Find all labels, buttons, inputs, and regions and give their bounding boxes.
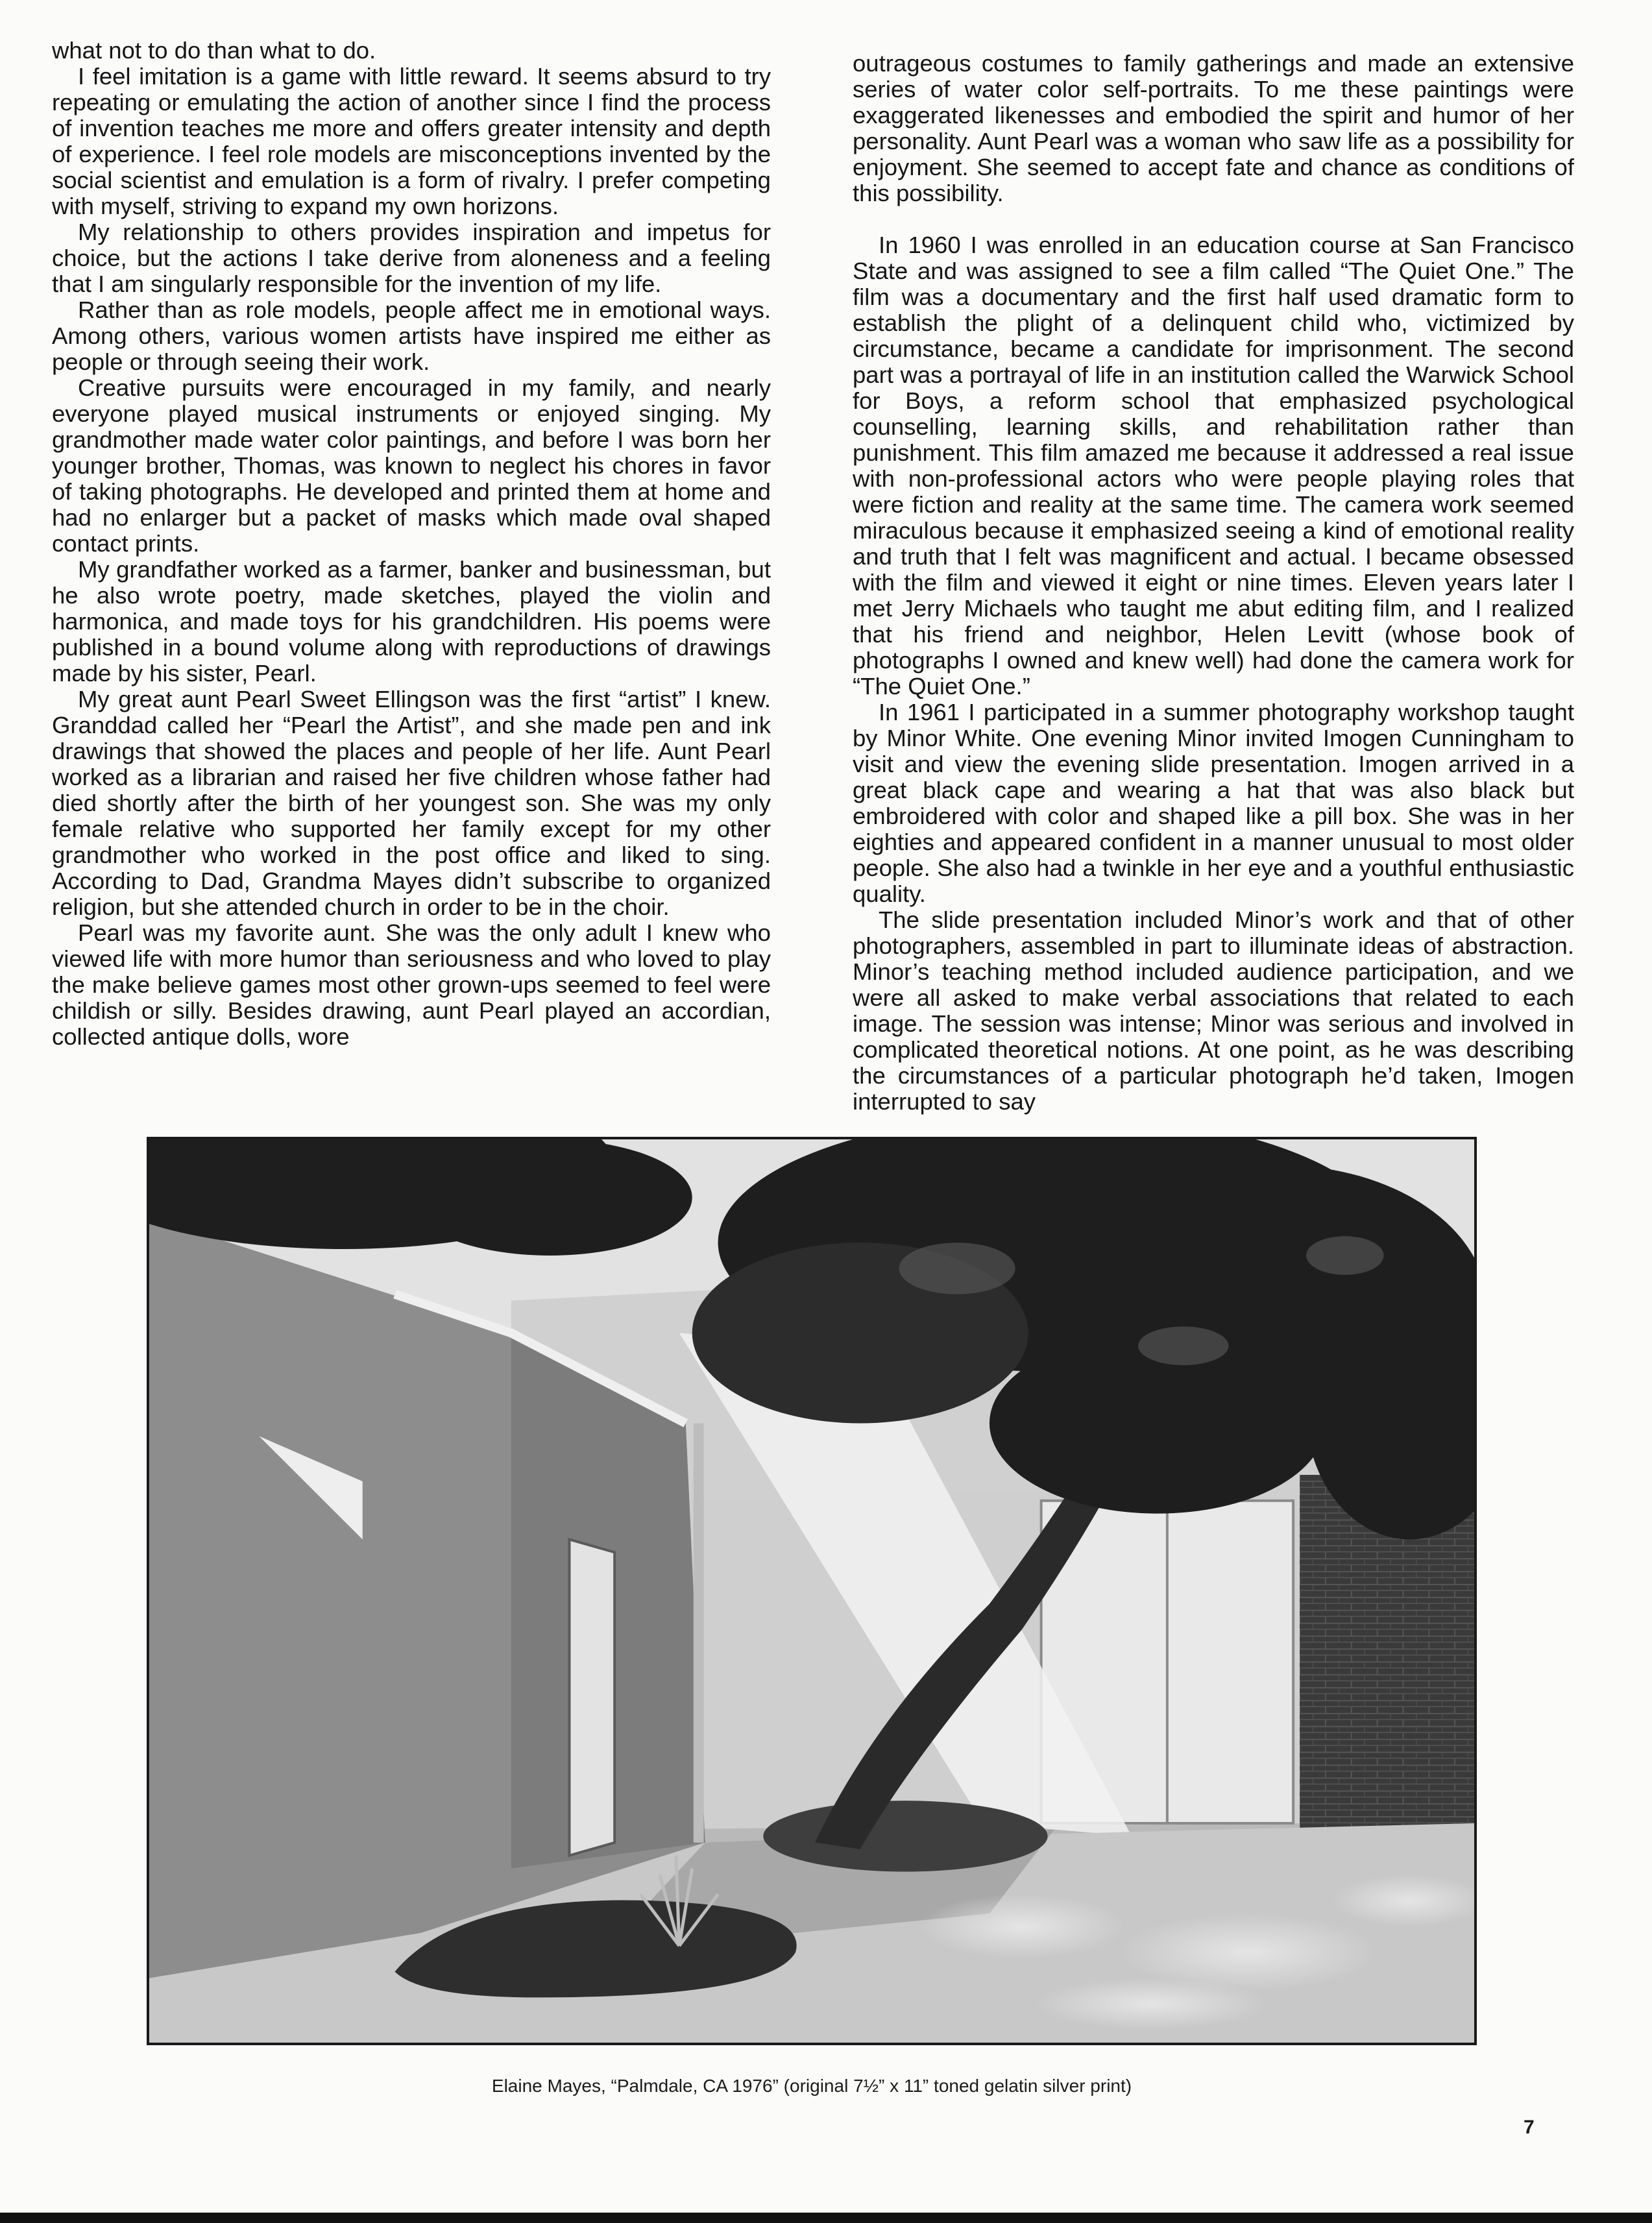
tree-planter xyxy=(763,1801,1047,1871)
left-paragraph-4: Rather than as role models, people affect me in emotional ways. Among others, various women artists have inspired me either as people or through seeing their work. xyxy=(52,297,771,375)
left-paragraph-3: My relationship to others provides inspiration and impetus for choice, but the actions I take derive from aloneness and a feeling that I am singularly responsible for the invention of my life. xyxy=(52,219,771,297)
right-paragraph-2: In 1960 I was enrolled in an education course at San Francisco State and was assigned to see a film called “The Quiet One.” The film was a documentary and the first half used dramatic form to establish the plight of a delinquent child who, victimized by circumstance, became a candidate for imprisonment. The second part was a portrayal of life in an institution called the Warwick School for Boys, a reform school that emphasized psychological counselling, learning skills, and rehabilitation rather than punishment. This film amazed me because it addressed a real issue with non-professional actors who were people playing roles that were fiction and reality at the same time. The camera work seemed miraculous because it emphasized seeing a kind of emotional reality and truth that I felt was magnificent and actual. I became obsessed with the film and viewed it eight or nine times. Eleven years later I met Jerry Michaels who taught me abut editing film, and I realized that his friend and neighbor, Helen Levitt (whose book of photographs I owned and knew well) had done the camera work for “The Quiet One.” xyxy=(853,232,1574,699)
left-text-column xyxy=(52,38,771,1050)
right-paragraph-1: outrageous costumes to family gatherings and made an extensive series of water color self-portraits. To me these paintings were exaggerated likenesses and embodied the spirit and humor of her personality. Aunt Pearl was a woman who saw life as a possibility for enjoyment. She seemed to accept fate and chance as conditions of this possibility. xyxy=(853,50,1574,206)
right-paragraph-3: In 1961 I participated in a summer photography workshop taught by Minor White. One evening Minor invited Imogen Cunningham to visit and view the evening slide presentation. Imogen arrived in a great black cape and wearing a hat that was also black but embroidered with color and shaped like a pill box. She was in her eighties and appeared confident in a manner unusual to most older people. She also had a twinkle in her eye and a youthful enthusiastic quality. xyxy=(853,699,1574,907)
page-number: 7 xyxy=(1524,2117,1535,2138)
left-paragraph-5: Creative pursuits were encouraged in my family, and nearly everyone played musical instruments or enjoyed singing. My grandmother made water color paintings, and before I was born her younger brother, Thomas, was known to neglect his chores in favor of taking photographs. He developed and printed them at home and had no enlarger but a packet of masks which made oval shaped contact prints. xyxy=(52,374,771,557)
left-paragraph-1: what not to do than what to do. xyxy=(52,37,376,64)
photo-caption: Elaine Mayes, “Palmdale, CA 1976” (original 7½” x 11” toned gelatin silver print) xyxy=(491,2076,1132,2096)
side-door xyxy=(569,1539,614,1855)
scan-edge xyxy=(0,2213,1652,2223)
right-text-column xyxy=(853,51,1574,1115)
left-paragraph-6: My grandfather worked as a farmer, banker and businessman, but he also wrote poetry, made sketches, played the violin and harmonica, and made toys for his grandchildren. His poems were published in a bound volume along with reproductions of drawings made by his sister, Pearl. xyxy=(52,556,771,686)
photograph-palmdale xyxy=(147,1137,1477,2045)
right-paragraph-4: The slide presentation included Minor’s work and that of other photographers, assembled in part to illuminate ideas of abstraction. Minor’s teaching method included audience participation, and we were all asked to make verbal associations that related to each image. The session was intense; Minor was serious and involved in complicated theoretical notions. At one point, as he was describing the circumstances of a particular photograph he’d taken, Imogen interrupted to say xyxy=(853,906,1574,1115)
photo-illustration xyxy=(149,1139,1474,2043)
left-paragraph-2: I feel imitation is a game with little reward. It seems absurd to try repeating or emulating the action of another since I find the process of invention teaches me more and offers greater intensity and depth of experience. I feel role models are misconceptions invented by the social scientist and emulation is a form of rivalry. I prefer competing with myself, striving to expand my own horizons. xyxy=(52,63,771,219)
left-paragraph-8: Pearl was my favorite aunt. She was the only adult I knew who viewed life with more humor than seriousness and who loved to play the make believe games most other grown-ups seemed to feel were childish or silly. Besides drawing, aunt Pearl played an accordian, collected antique dolls, wore xyxy=(52,919,771,1050)
left-paragraph-7: My great aunt Pearl Sweet Ellingson was the first “artist” I knew. Granddad called her “Pearl the Artist”, and she made pen and ink drawings that showed the places and people of her life. Aunt Pearl worked as a librarian and raised her five children whose father had died shortly after the birth of her youngest son. She was my only female relative who supported her family except for my other grandmother who worked in the post office and liked to sing. According to Dad, Grandma Mayes didn’t subscribe to organized religion, but she attended church in order to be in the choir. xyxy=(52,686,771,920)
